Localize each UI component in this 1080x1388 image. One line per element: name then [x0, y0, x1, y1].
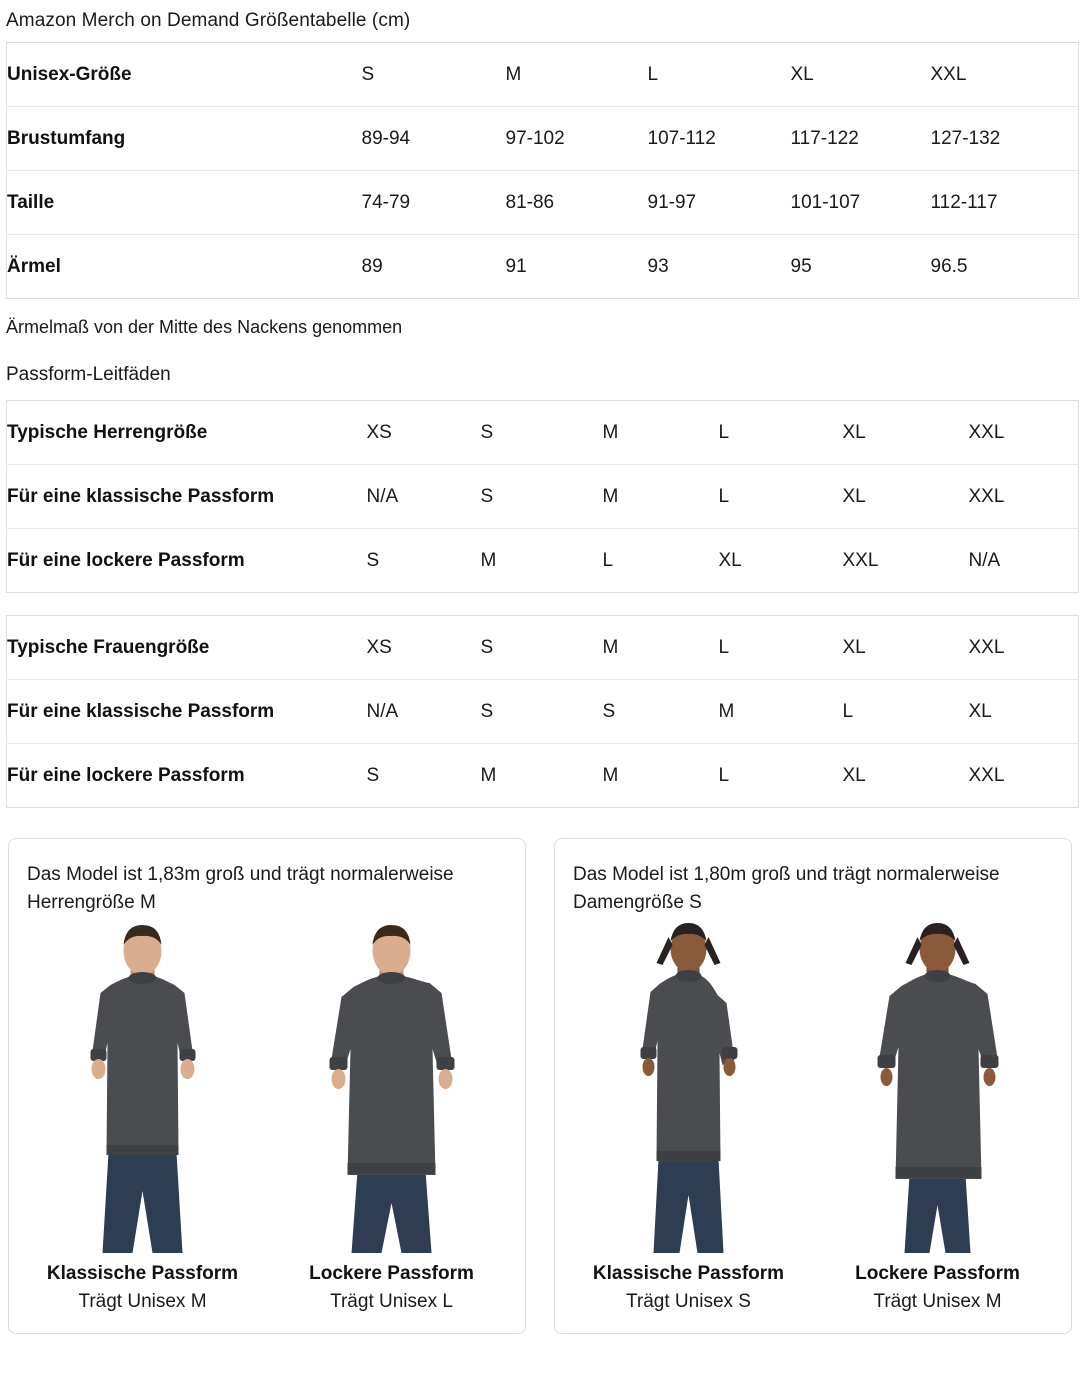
female-classic-fit-figure	[573, 923, 804, 1313]
cell: 89	[361, 255, 383, 277]
cell: 117-122	[791, 107, 931, 171]
cell: XL	[718, 549, 742, 571]
table-spacer	[4, 593, 1076, 615]
cell: M	[480, 764, 497, 786]
female-model-loose-fit-image	[822, 923, 1053, 1253]
cell: N/A	[367, 680, 481, 744]
table-row	[7, 680, 1079, 744]
cell: M	[506, 43, 648, 107]
female-model-classic-fit-image	[573, 923, 804, 1253]
row-label: Für eine klassische Passform	[7, 680, 367, 744]
cell: L	[718, 764, 730, 786]
sleeve-measurement-note: Ärmelmaß von der Mitte des Nackens genommen	[6, 317, 403, 337]
fit-wears: Trägt Unisex M	[873, 1291, 1002, 1312]
female-model-card	[554, 838, 1072, 1334]
cell: 96.5	[930, 255, 968, 277]
cell: S	[603, 680, 719, 744]
cell: 91	[505, 255, 527, 277]
cell: M	[719, 680, 843, 744]
row-label: Für eine lockere Passform	[7, 549, 245, 571]
cell: XXL	[931, 43, 1079, 107]
cell: S	[366, 764, 380, 786]
male-classic-fit-figure	[27, 923, 258, 1313]
row-label: Für eine lockere Passform	[7, 764, 245, 786]
fit-label: Klassische Passform	[592, 1263, 785, 1284]
table-row	[7, 107, 1079, 171]
cell: XS	[367, 401, 481, 465]
cell: N/A	[968, 549, 1001, 571]
cell: 101-107	[791, 171, 931, 235]
cell: L	[602, 549, 614, 571]
fit-label: Lockere Passform	[855, 1263, 1020, 1284]
cell: XXL	[968, 764, 1005, 786]
table-row	[7, 401, 1079, 465]
cell: S	[481, 616, 603, 680]
female-figures	[573, 923, 1053, 1313]
cell: XL	[842, 764, 866, 786]
fit-wears: Trägt Unisex L	[330, 1291, 453, 1312]
cell: L	[719, 465, 843, 529]
fit-label: Lockere Passform	[309, 1263, 474, 1284]
cell: XL	[843, 401, 969, 465]
model-cards	[8, 838, 1072, 1334]
cell: L	[719, 616, 843, 680]
cell: M	[602, 764, 619, 786]
cell: L	[648, 43, 791, 107]
fit-wears: Trägt Unisex M	[78, 1291, 207, 1312]
table-row	[7, 171, 1079, 235]
cell: XXL	[969, 401, 1079, 465]
male-figures	[27, 923, 507, 1313]
cell: 97-102	[506, 107, 648, 171]
row-label: Taille	[7, 171, 362, 235]
fit-wears: Trägt Unisex S	[626, 1291, 751, 1312]
male-model-loose-fit-image	[276, 923, 507, 1253]
cell: M	[603, 616, 719, 680]
cell: 107-112	[648, 107, 791, 171]
fit-guides-title: Passform-Leitfäden	[6, 364, 171, 385]
womens-fit-table	[6, 615, 1079, 808]
cell: 93	[647, 255, 669, 277]
measurements-table	[6, 42, 1079, 299]
row-label: Typische Herrengröße	[7, 401, 367, 465]
male-model-headline: Das Model ist 1,83m groß und trägt normalerweise Herrengröße M	[27, 864, 454, 913]
cell: 91-97	[648, 171, 791, 235]
cell: 89-94	[362, 107, 506, 171]
cell: S	[481, 401, 603, 465]
table-row	[7, 744, 1079, 808]
row-label: Brustumfang	[7, 107, 362, 171]
size-chart-page	[0, 8, 1080, 1334]
cell: 112-117	[931, 171, 1079, 235]
cell: S	[366, 549, 380, 571]
table-row	[7, 43, 1079, 107]
male-model-classic-fit-image	[27, 923, 258, 1253]
table-row	[7, 465, 1079, 529]
cell: S	[481, 465, 603, 529]
page-title: Amazon Merch on Demand Größentabelle (cm)	[6, 10, 411, 31]
mens-fit-table	[6, 400, 1079, 593]
cell: 74-79	[362, 171, 506, 235]
cell: L	[719, 401, 843, 465]
cell: 95	[790, 255, 812, 277]
cell: XL	[843, 465, 969, 529]
table-row	[7, 616, 1079, 680]
row-label: Für eine klassische Passform	[7, 465, 367, 529]
cell: XL	[843, 616, 969, 680]
cell: S	[481, 680, 603, 744]
cell: XL	[791, 43, 931, 107]
cell: XXL	[969, 465, 1079, 529]
cell: M	[603, 465, 719, 529]
row-label: Unisex-Größe	[7, 43, 362, 107]
table-row	[7, 235, 1079, 299]
row-label: Typische Frauengröße	[7, 616, 367, 680]
table-row	[7, 529, 1079, 593]
female-loose-fit-figure	[822, 923, 1053, 1313]
fit-label: Klassische Passform	[46, 1263, 239, 1284]
male-loose-fit-figure	[276, 923, 507, 1313]
cell: XL	[969, 680, 1079, 744]
cell: L	[843, 680, 969, 744]
cell: XXL	[842, 549, 879, 571]
cell: 81-86	[506, 171, 648, 235]
cell: 127-132	[931, 107, 1079, 171]
female-model-headline: Das Model ist 1,80m groß und trägt normalerweise Damengröße S	[573, 864, 1000, 913]
cell: S	[362, 43, 506, 107]
cell: M	[480, 549, 497, 571]
male-model-card	[8, 838, 526, 1334]
row-label: Ärmel	[7, 255, 61, 277]
cell: XS	[367, 616, 481, 680]
cell: M	[603, 401, 719, 465]
cell: XXL	[969, 616, 1079, 680]
cell: N/A	[367, 465, 481, 529]
